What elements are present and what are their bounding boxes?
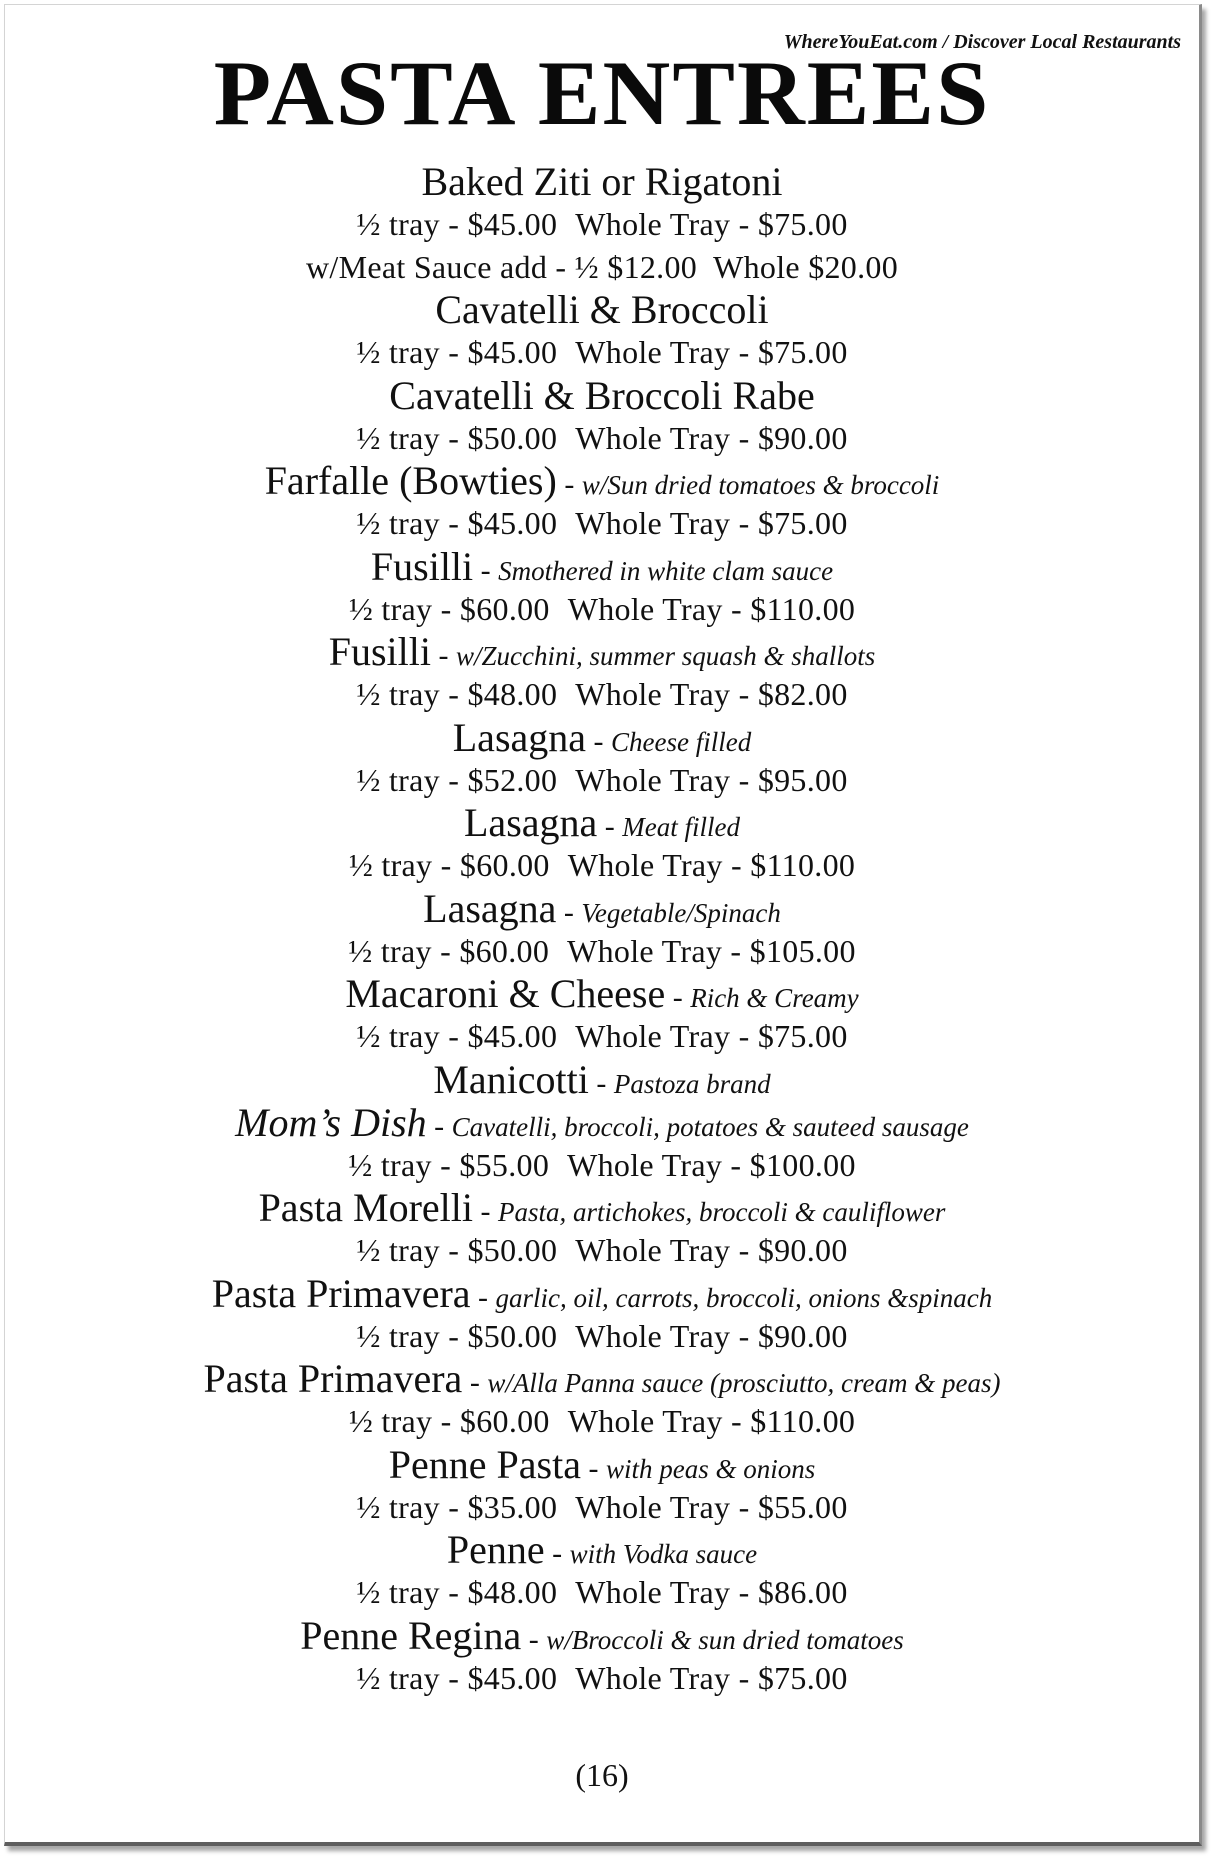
price-line — [5, 1015, 1199, 1058]
menu-item — [5, 801, 1199, 887]
menu-item — [5, 1272, 1199, 1358]
half-tray-price: ½ tray - $48.00 — [356, 1574, 558, 1610]
half-tray-price: ½ tray - $52.00 — [356, 761, 558, 798]
item-description: Vegetable/Spinach — [581, 897, 781, 928]
price-line — [5, 1315, 1199, 1358]
item-separator: - — [588, 1066, 614, 1100]
item-name: Lasagna — [464, 800, 598, 845]
item-separator: - — [580, 1451, 606, 1485]
whole-tray-price: Whole Tray - $100.00 — [567, 1146, 856, 1183]
page-title: PASTA ENTREES — [213, 42, 991, 144]
add-on-price-line — [5, 246, 1199, 289]
item-name: Pasta Morelli — [258, 1185, 473, 1230]
item-name: Manicotti — [433, 1056, 589, 1102]
whole-tray-price: Whole Tray - $95.00 — [575, 761, 848, 798]
half-tray-price: ½ tray - $45.00 — [356, 206, 558, 242]
price-line — [5, 673, 1199, 716]
menu-item — [5, 1058, 1199, 1101]
half-tray-price: ½ tray - $50.00 — [356, 419, 558, 456]
price-line — [5, 331, 1199, 374]
menu-item — [5, 716, 1199, 802]
item-separator: - — [426, 1109, 452, 1143]
item-name: Baked Ziti or Rigatoni — [421, 159, 783, 204]
item-name: Pasta Primavera — [211, 1270, 471, 1316]
whole-tray-price: Whole Tray - $75.00 — [575, 1659, 848, 1696]
item-separator: - — [462, 1366, 488, 1399]
whole-tray-price: Whole Tray - $90.00 — [575, 1232, 848, 1268]
price-line — [5, 759, 1199, 802]
whole-tray-price: Whole Tray - $75.00 — [575, 334, 848, 370]
half-tray-price: ½ tray - $45.00 — [356, 1659, 558, 1696]
menu-page — [4, 4, 1202, 1846]
half-tray-price: ½ tray - $60.00 — [348, 847, 550, 883]
half-tray-price: ½ tray - $60.00 — [348, 932, 550, 969]
item-description: w/Broccoli & sun dried tomatoes — [546, 1624, 904, 1655]
item-description: garlic, oil, carrots, broccoli, onions &spinach — [495, 1282, 993, 1313]
price-line — [5, 502, 1199, 545]
price-line — [5, 588, 1199, 631]
watermark: WhereYouEat.com / Discover Local Restaurants — [783, 31, 1181, 53]
price-line — [5, 1571, 1199, 1614]
item-separator: - — [470, 1280, 496, 1314]
menu-item — [5, 1101, 1199, 1187]
half-tray-price: ½ tray - $45.00 — [356, 1018, 558, 1054]
half-tray-price: ½ tray - $35.00 — [356, 1488, 558, 1525]
item-description: Pastoza brand — [613, 1068, 771, 1099]
price-line — [5, 1229, 1199, 1272]
item-separator: - — [556, 468, 582, 501]
half-tray-price: ½ tray - $45.00 — [356, 505, 558, 541]
price-line — [5, 417, 1199, 460]
price-line — [5, 1486, 1199, 1529]
item-name: Lasagna — [452, 714, 587, 760]
half-tray-price: ½ tray - $55.00 — [348, 1146, 550, 1183]
half-tray-price: ½ tray - $48.00 — [356, 676, 558, 712]
whole-tray-price: Whole Tray - $105.00 — [567, 932, 856, 969]
price-line — [5, 203, 1199, 246]
item-name: Pasta Primavera — [203, 1356, 463, 1401]
item-description: Cavatelli, broccoli, potatoes & sauteed sausage — [451, 1111, 969, 1142]
item-description: with peas & onions — [605, 1453, 816, 1484]
menu-item — [5, 1443, 1199, 1529]
whole-tray-price: Whole Tray - $75.00 — [575, 206, 848, 242]
item-name: Cavatelli & Broccoli Rabe — [389, 372, 815, 418]
whole-tray-price: Whole Tray - $75.00 — [575, 1018, 848, 1054]
whole-tray-price: Whole Tray - $90.00 — [575, 419, 848, 456]
item-name: Lasagna — [423, 885, 557, 931]
price-line — [5, 844, 1199, 887]
item-description: w/Sun dried tomatoes & broccoli — [581, 470, 940, 500]
price-line — [5, 1657, 1199, 1700]
half-tray-price: ½ tray - $45.00 — [356, 334, 558, 370]
item-separator: - — [556, 895, 582, 929]
item-description: Rich & Creamy — [690, 983, 859, 1013]
item-name: Farfalle (Bowties) — [264, 458, 557, 503]
whole-tray-price: Whole Tray - $110.00 — [567, 590, 856, 627]
whole-tray-price: Whole Tray - $90.00 — [575, 1317, 848, 1354]
item-name: Fusilli — [370, 543, 474, 589]
menu-item — [5, 545, 1199, 631]
item-separator: - — [665, 981, 691, 1014]
whole-tray-price: Whole Tray - $110.00 — [567, 847, 856, 883]
half-tray-price: ½ tray - $50.00 — [356, 1317, 558, 1354]
menu-item — [5, 887, 1199, 973]
item-description: Meat filled — [622, 812, 740, 842]
whole-tray-price: Whole Tray - $55.00 — [575, 1488, 848, 1525]
whole-tray-price: Whole Tray - $82.00 — [575, 676, 848, 712]
item-name: Penne — [446, 1527, 545, 1572]
item-name: Cavatelli & Broccoli — [435, 287, 769, 332]
item-description: Pasta, artichokes, broccoli & cauliflower — [497, 1197, 946, 1227]
item-description: with Vodka sauce — [569, 1539, 758, 1569]
meat-sauce-add-on: w/Meat Sauce add - ½ $12.00 Whole $20.00 — [305, 248, 899, 285]
item-separator: - — [586, 724, 612, 758]
item-separator: - — [472, 1195, 498, 1228]
menu-item — [5, 459, 1199, 545]
menu-item — [5, 1528, 1199, 1614]
item-name: Mom’s Dish — [235, 1099, 427, 1145]
menu-item — [5, 1357, 1199, 1443]
menu-item — [5, 160, 1199, 288]
item-description: w/Zucchini, summer squash & shallots — [455, 641, 876, 671]
item-separator: - — [430, 639, 456, 672]
menu-item — [5, 1614, 1199, 1700]
item-description: w/Alla Panna sauce (prosciutto, cream & peas) — [487, 1368, 1001, 1398]
menu-item — [5, 374, 1199, 460]
item-separator: - — [521, 1622, 547, 1656]
whole-tray-price: Whole Tray - $86.00 — [575, 1574, 848, 1610]
page-number: (16) — [575, 1757, 629, 1793]
price-line — [5, 930, 1199, 973]
menu-list — [5, 160, 1199, 1699]
half-tray-price: ½ tray - $60.00 — [348, 590, 550, 627]
item-description: Cheese filled — [611, 726, 752, 757]
menu-item — [5, 972, 1199, 1058]
half-tray-price: ½ tray - $60.00 — [348, 1403, 550, 1439]
item-name: Fusilli — [328, 629, 431, 674]
whole-tray-price: Whole Tray - $110.00 — [567, 1403, 856, 1439]
item-separator: - — [473, 553, 499, 587]
item-name: Macaroni & Cheese — [345, 971, 666, 1016]
menu-item — [5, 288, 1199, 374]
whole-tray-price: Whole Tray - $75.00 — [575, 505, 848, 541]
half-tray-price: ½ tray - $50.00 — [356, 1232, 558, 1268]
item-separator: - — [544, 1537, 570, 1570]
menu-item — [5, 630, 1199, 716]
item-separator: - — [597, 810, 623, 843]
item-name: Penne Regina — [300, 1612, 522, 1658]
price-line — [5, 1400, 1199, 1443]
item-name: Penne Pasta — [388, 1441, 581, 1487]
item-description: Smothered in white clam sauce — [498, 555, 834, 586]
price-line — [5, 1144, 1199, 1187]
menu-item — [5, 1186, 1199, 1272]
